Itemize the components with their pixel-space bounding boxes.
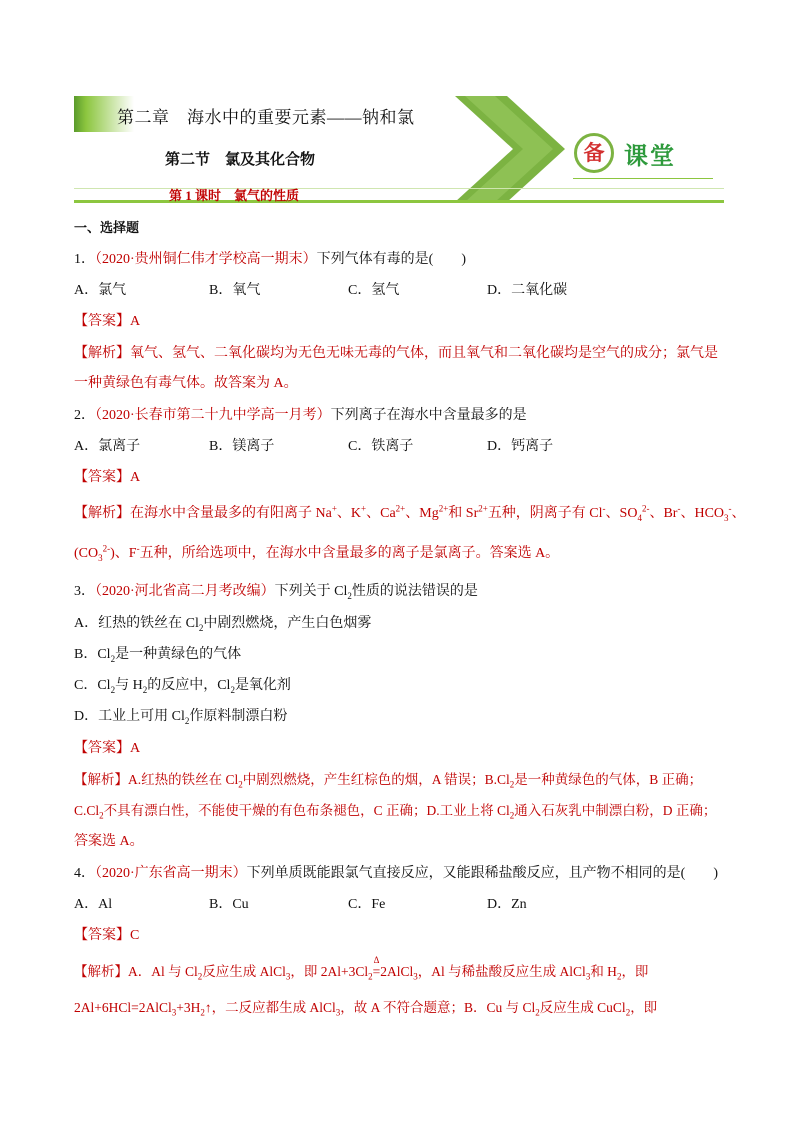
q4-option-d: D．Zn	[487, 897, 527, 912]
q3-option-c: C．$Cl_2$与 $H_2$的反应中，$Cl_2$是氧化剂	[74, 678, 291, 695]
q2-answer: 【答案】A	[74, 470, 141, 485]
q2-option-d: D．钙离子	[487, 439, 554, 454]
q2-analysis-line-1: 【解析】在海水中含量最多的有阳离子 Na+、K+、$Ca^{2+}$、$Mg^{2+}$和 $Sr^{2+}$五种，阴离子有 Cl-、$SO_4^{2-}$、Br-、$HCO_3^-$、	[74, 503, 746, 523]
q4-option-b: B．Cu	[209, 897, 249, 912]
question-2: 2．（2020·长春市第二十九中学高一月考）下列离子在海水中含量最多的是	[74, 408, 527, 423]
q3-analysis-line-1: 【解析】A.红热的铁丝在 $Cl_2$中剧烈燃烧，产生红棕色的烟，A 错误；$B.Cl_2$是一种黄绿色的气体，B 正确；	[74, 772, 703, 790]
q3-option-d: D．工业上可用 $Cl_2$作原料制漂白粉	[74, 709, 288, 726]
question-4: 4．（2020·广东省高一期末）下列单质既能跟氯气直接反应，又能跟稀盐酸反应，且产物不相同的是( )	[74, 866, 718, 881]
lesson-title: 第 1 课时 氯气的性质	[169, 188, 300, 203]
q4-option-c: C．Fe	[348, 897, 386, 912]
q1-option-c: C．氢气	[348, 283, 400, 298]
section-heading: 一、选择题	[74, 221, 140, 236]
q1-answer: 【答案】A	[74, 314, 141, 329]
q2-option-c: C．铁离子	[348, 439, 414, 454]
q4-analysis-line-2: $2Al+6HCl=2AlCl_3+3H_2↑$，二反应都生成 AlCl$_3$，故 A 不符合题意；B．Cu 与 $Cl_2$反应生成 CuCl$_2$，即	[74, 1000, 658, 1018]
q2-analysis-line-2: $(CO_3^{2-})$、F-五种，所给选项中，在海水中含量最多的离子是氯离子。答案选 A。	[74, 543, 560, 563]
q2-option-b: B．镁离子	[209, 439, 275, 454]
q1-option-a: A．氯气	[74, 283, 127, 298]
chapter-title: 第二章 海水中的重要元素——钠和氯	[117, 108, 415, 127]
badge-logo-char: 备	[583, 141, 605, 165]
chevron-arrow-icon	[455, 96, 565, 202]
q4-analysis-line-1: 【解析】A．Al 与 $Cl_2$反应生成 AlCl$_3$，即 $2Al+3Cl_2$ Δ =2AlCl$_3$，Al 与稀盐酸反应生成 AlCl$_3$和 $H_2$，即	[74, 955, 649, 982]
q3-analysis-line-2: $C.Cl_2$不具有漂白性，不能使干燥的有色布条褪色，C 正确；D.工业上将 $Cl_2$通入石灰乳中制漂白粉，D 正确；	[74, 803, 717, 821]
section-title: 第二节 氯及其化合物	[165, 152, 316, 168]
q1-analysis-line-2: 一种黄绿色有毒气体。故答案为 A。	[74, 376, 298, 391]
q2-option-a: A．氯离子	[74, 439, 141, 454]
q3-analysis-line-3: 答案选 A。	[74, 834, 144, 849]
question-3: 3．（2020·河北省高二月考改编）下列关于 $Cl_2$性质的说法错误的是	[74, 584, 478, 601]
q4-option-a: A．Al	[74, 897, 113, 912]
q3-option-a: A．红热的铁丝在 $Cl_2$中剧烈燃烧，产生白色烟雾	[74, 616, 372, 633]
q1-option-b: B．氧气	[209, 283, 261, 298]
q3-answer: 【答案】A	[74, 741, 141, 756]
question-1: 1．（2020·贵州铜仁伟才学校高一期末）下列气体有毒的是( )	[74, 252, 466, 267]
heat-condition-icon: Δ	[373, 955, 380, 965]
q1-option-d: D．二氧化碳	[487, 283, 568, 298]
badge-logo-text: 课堂	[624, 142, 676, 170]
q4-answer: 【答案】C	[74, 928, 140, 943]
q3-option-b: B．$Cl_2$是一种黄绿色的气体	[74, 647, 242, 664]
q1-analysis-line-1: 【解析】氧气、氢气、二氧化碳均为无色无味无毒的气体，而且氧气和二氧化碳均是空气的成分；氯气是	[74, 346, 718, 361]
badge-underline	[573, 178, 713, 179]
